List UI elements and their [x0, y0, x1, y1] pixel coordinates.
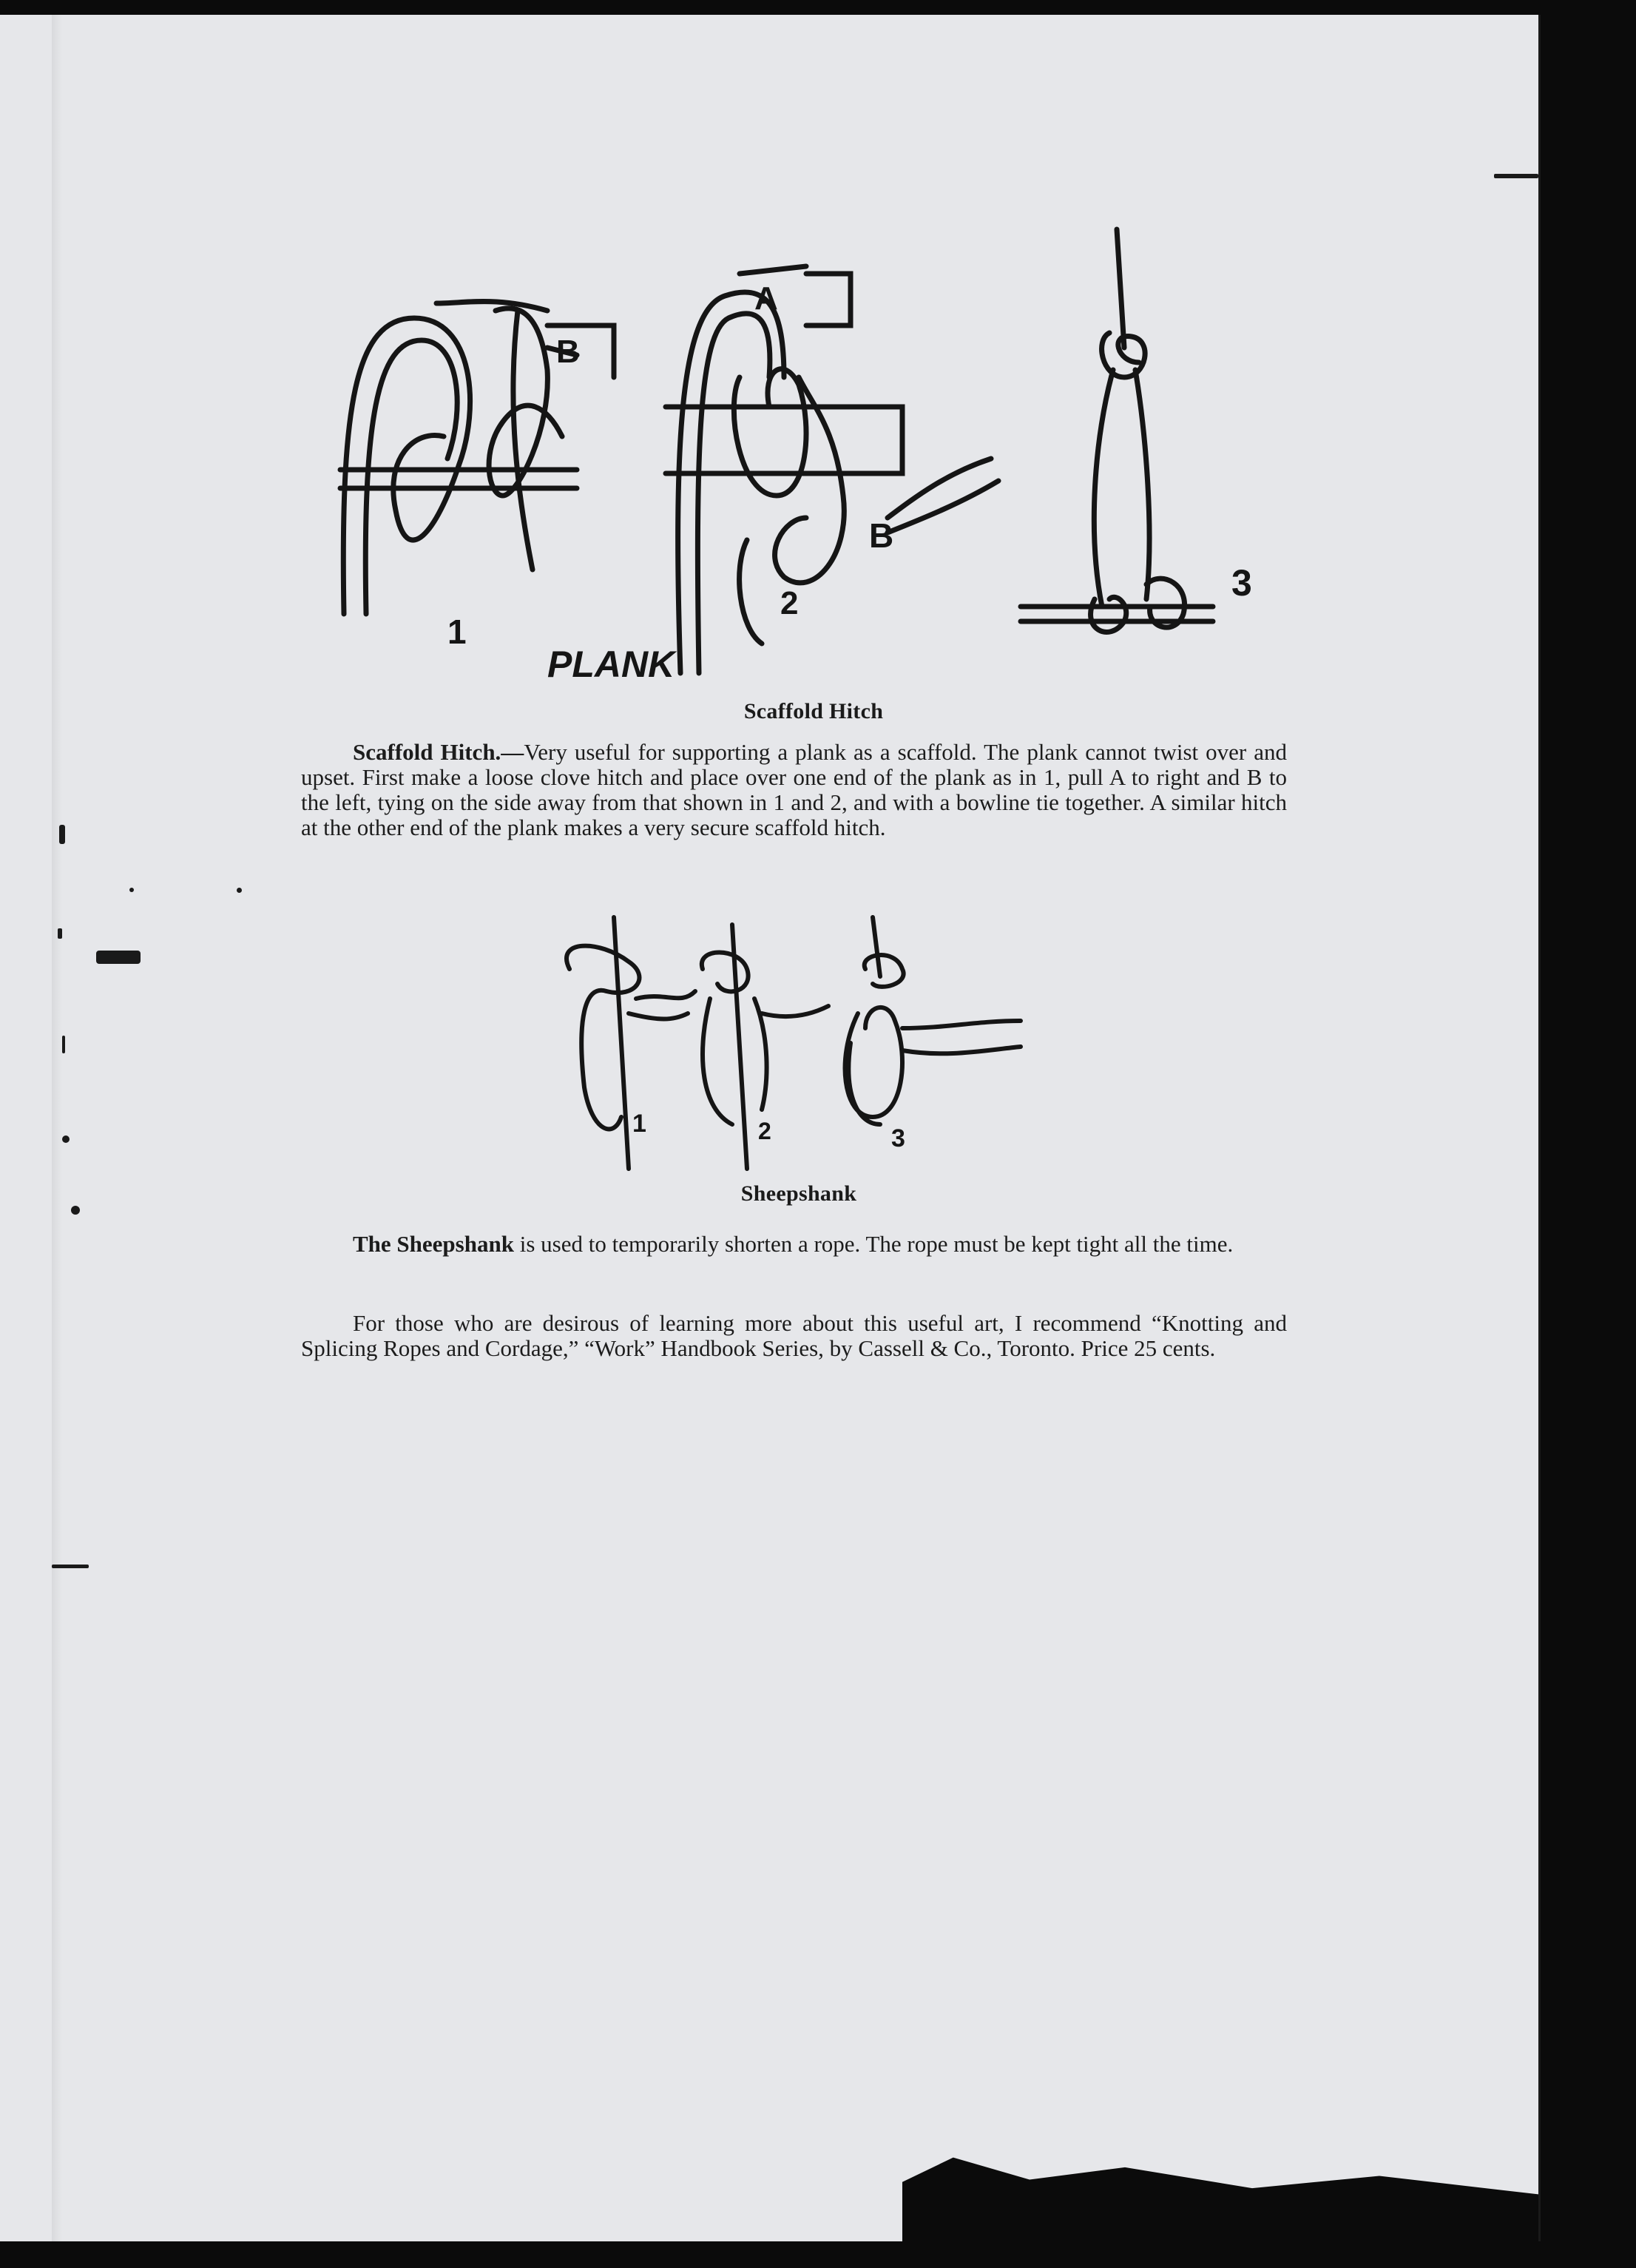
scaffold-label-2: 2: [780, 585, 799, 621]
sheepshank-label-2: 2: [758, 1118, 771, 1144]
scaffold-label-3: 3: [1231, 562, 1252, 604]
scan-bottom-edge: [0, 2241, 1636, 2268]
page-fold-shadow: [52, 15, 62, 2241]
scaffold-label-1: 1: [447, 612, 467, 651]
scaffold-label-a2: A: [754, 280, 778, 317]
recommendation-paragraph: [301, 1311, 1287, 1361]
sheepshank-lead: The Sheepshank: [353, 1231, 514, 1257]
sheepshank-body: is used to temporarily shorten a rope. The rope must be kept tight all the time.: [513, 1231, 1234, 1257]
scaffold-hitch-body: Very useful for supporting a plank as a scaffold. The plank cannot twist over and upset. First make a loose clove hitch and place over one end of the plank as in 1, pull A to right and B to the left, tying on the side away from that shown in 1 and 2, and with a bowline tie together. A similar hitch at the other end of the plank makes a very secure scaffold hitch.: [301, 739, 1287, 840]
sheepshank-label-3: 3: [891, 1124, 905, 1152]
scaffold-hitch-caption: Scaffold Hitch: [743, 699, 884, 723]
scaffold-hitch-illustration: [325, 185, 1257, 688]
scaffold-label-b1: B: [556, 334, 580, 370]
sheepshank-drawing: [547, 910, 1035, 1176]
scaffold-label-plank: PLANK: [547, 644, 675, 685]
sheepshank-paragraph: [301, 1232, 1287, 1257]
scan-top-edge: [0, 0, 1636, 16]
sheepshank-caption: Sheepshank: [740, 1181, 857, 1206]
recommendation-text: For those who are desirous of learning more about this useful art, I recommend “Knotting and Splicing Ropes and Cordage,” “Work” Handbook Series, by Cassell & Co., Toronto. Price 25 cents.: [301, 1310, 1287, 1361]
scaffold-hitch-drawing: [325, 185, 1257, 688]
sheepshank-label-1: 1: [632, 1110, 646, 1138]
scaffold-hitch-lead: Scaffold Hitch.—: [353, 739, 524, 765]
scaffold-label-b2: B: [869, 516, 894, 555]
sheepshank-illustration: [547, 910, 1035, 1176]
scaffold-hitch-paragraph: [301, 740, 1287, 840]
